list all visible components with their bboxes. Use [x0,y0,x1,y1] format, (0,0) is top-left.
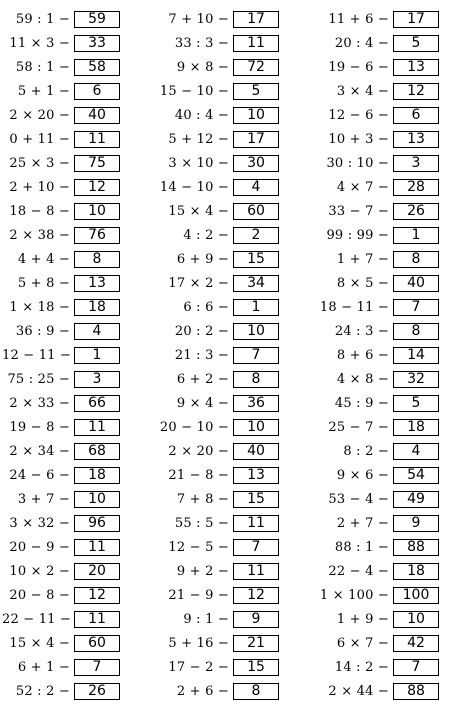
answer-box: 15 [233,251,279,268]
answer-box: 5 [393,35,439,52]
answer-box: 12 [74,179,120,196]
problem-expression: 20 : 4 − [334,35,389,51]
problem-row [303,103,439,127]
problem-expression: 21 − 9 − [168,587,229,603]
problem-expression: 17 × 2 − [168,275,229,291]
answer-box: 60 [74,635,120,652]
answer-box: 15 [233,659,279,676]
problem-row [2,655,120,679]
answer-box: 36 [233,395,279,412]
problem-expression: 22 − 11 − [2,611,72,627]
problem-row [303,199,439,223]
problem-expression: 3 × 32 − [9,515,70,531]
answer-box: 15 [233,491,279,508]
answer-box: 11 [74,611,120,628]
problem-row [303,175,439,199]
problem-expression: 2 + 6 − [176,683,229,699]
answer-box: 8 [393,251,439,268]
answer-box: 11 [233,35,279,52]
problem-row [2,31,120,55]
answer-box: 4 [74,323,120,340]
answer-box: 40 [74,107,120,124]
answer-box: 33 [74,35,120,52]
problem-expression: 99 : 99 − [326,227,389,243]
problem-expression: 59 : 1 − [15,11,70,27]
problem-expression: 6 + 2 − [176,371,229,387]
problem-expression: 2 × 20 − [168,443,229,459]
problem-row [303,439,439,463]
problem-row [303,127,439,151]
problem-expression: 9 : 1 − [183,611,229,627]
answer-box: 8 [393,323,439,340]
problem-row [145,247,279,271]
answer-box: 12 [393,83,439,100]
problem-row [145,367,279,391]
answer-box: 88 [393,539,439,556]
answer-box: 13 [74,275,120,292]
answer-box: 13 [393,59,439,76]
problem-row [145,439,279,463]
problem-expression: 9 + 2 − [176,563,229,579]
column-3 [303,7,439,703]
answer-box: 10 [233,419,279,436]
answer-box: 6 [74,83,120,100]
problem-row [303,655,439,679]
column-2 [145,7,279,703]
answer-box: 11 [74,419,120,436]
problem-expression: 1 + 7 − [336,251,389,267]
problem-row [2,103,120,127]
answer-box: 66 [74,395,120,412]
answer-box: 2 [233,227,279,244]
problem-expression: 11 × 3 − [9,35,70,51]
answer-box: 40 [393,275,439,292]
problem-expression: 5 + 16 − [168,635,229,651]
problem-expression: 2 × 20 − [9,107,70,123]
answer-box: 18 [74,467,120,484]
answer-box: 18 [393,563,439,580]
problem-expression: 36 : 9 − [15,323,70,339]
problem-expression: 8 + 6 − [336,347,389,363]
problem-row [145,7,279,31]
problem-expression: 17 − 2 − [168,659,229,675]
problem-expression: 20 : 2 − [174,323,229,339]
answer-box: 11 [233,563,279,580]
problem-expression: 88 : 1 − [334,539,389,555]
answer-box: 9 [393,515,439,532]
problem-row [2,223,120,247]
answer-box: 5 [233,83,279,100]
problem-expression: 1 + 9 − [336,611,389,627]
problem-expression: 20 − 9 − [9,539,70,555]
problem-expression: 15 × 4 − [168,203,229,219]
problem-expression: 14 − 10 − [159,179,229,195]
answer-box: 13 [393,131,439,148]
answer-box: 10 [393,611,439,628]
problem-expression: 4 + 4 − [17,251,70,267]
problem-row [2,367,120,391]
answer-box: 17 [393,11,439,28]
problem-row [145,511,279,535]
problem-row [2,319,120,343]
problem-expression: 4 × 8 − [336,371,389,387]
problem-row [2,271,120,295]
answer-box: 59 [74,11,120,28]
answer-box: 4 [233,179,279,196]
answer-box: 100 [393,587,439,604]
answer-box: 1 [393,227,439,244]
problem-expression: 10 + 3 − [328,131,389,147]
answer-box: 10 [233,107,279,124]
problem-expression: 6 × 7 − [336,635,389,651]
answer-box: 12 [74,587,120,604]
problem-row [145,199,279,223]
problem-expression: 22 − 4 − [328,563,389,579]
problem-expression: 2 + 7 − [336,515,389,531]
problem-row [145,343,279,367]
answer-box: 30 [233,155,279,172]
answer-box: 8 [233,371,279,388]
answer-box: 26 [74,683,120,700]
answer-box: 7 [233,539,279,556]
problem-row [2,463,120,487]
answer-box: 32 [393,371,439,388]
problem-row [145,175,279,199]
problem-expression: 18 − 11 − [319,299,389,315]
answer-box: 18 [393,419,439,436]
problem-row [2,151,120,175]
problem-expression: 9 × 4 − [176,395,229,411]
problem-row [2,631,120,655]
problem-expression: 58 : 1 − [15,59,70,75]
answer-box: 7 [393,299,439,316]
problem-expression: 2 × 38 − [9,227,70,243]
problem-expression: 19 − 6 − [328,59,389,75]
answer-box: 1 [233,299,279,316]
problem-row [303,631,439,655]
problem-expression: 3 × 4 − [336,83,389,99]
problem-expression: 33 − 7 − [328,203,389,219]
problem-row [2,295,120,319]
problem-expression: 33 : 3 − [174,35,229,51]
answer-box: 11 [233,515,279,532]
problem-row [303,463,439,487]
problem-row [2,535,120,559]
problem-row [145,535,279,559]
answer-box: 13 [233,467,279,484]
problem-expression: 1 × 18 − [9,299,70,315]
answer-box: 1 [74,347,120,364]
answer-box: 17 [233,131,279,148]
problem-row [2,55,120,79]
answer-box: 3 [74,371,120,388]
problem-expression: 24 : 3 − [334,323,389,339]
problem-row [303,247,439,271]
problem-expression: 9 × 8 − [176,59,229,75]
problem-expression: 21 : 3 − [174,347,229,363]
problem-expression: 7 + 8 − [176,491,229,507]
problem-expression: 19 − 8 − [9,419,70,435]
problem-row [2,247,120,271]
problem-row [145,151,279,175]
problem-expression: 45 : 9 − [334,395,389,411]
problem-row [2,439,120,463]
answer-box: 58 [74,59,120,76]
problem-expression: 20 − 10 − [159,419,229,435]
problem-expression: 6 : 6 − [183,299,229,315]
answer-box: 21 [233,635,279,652]
problem-row [303,487,439,511]
column-1 [2,7,120,703]
problem-expression: 30 : 10 − [326,155,389,171]
problem-expression: 15 − 10 − [159,83,229,99]
problem-expression: 2 × 44 − [328,683,389,699]
problem-row [2,583,120,607]
problem-expression: 21 − 8 − [168,467,229,483]
problem-expression: 1 × 100 − [319,587,389,603]
problem-expression: 2 + 10 − [9,179,70,195]
answer-box: 76 [74,227,120,244]
problem-row [145,463,279,487]
problem-expression: 5 + 12 − [168,131,229,147]
problem-expression: 8 : 2 − [343,443,389,459]
answer-box: 18 [74,299,120,316]
problem-expression: 2 × 34 − [9,443,70,459]
answer-box: 10 [74,203,120,220]
problem-expression: 11 + 6 − [328,11,389,27]
problem-row [145,223,279,247]
problem-expression: 5 + 8 − [17,275,70,291]
problem-row [303,559,439,583]
problem-row [303,295,439,319]
problem-row [2,7,120,31]
problem-row [145,679,279,703]
problem-expression: 12 − 11 − [2,347,72,363]
answer-box: 34 [233,275,279,292]
problem-row [145,127,279,151]
problem-expression: 25 × 3 − [9,155,70,171]
problem-expression: 8 × 5 − [336,275,389,291]
problem-row [303,391,439,415]
problem-row [145,391,279,415]
problem-row [145,655,279,679]
problem-row [145,319,279,343]
problem-row [2,559,120,583]
answer-box: 8 [233,683,279,700]
answer-box: 7 [233,347,279,364]
problem-row [145,103,279,127]
answer-box: 20 [74,563,120,580]
answer-box: 60 [233,203,279,220]
problem-expression: 18 − 8 − [9,203,70,219]
problem-expression: 24 − 6 − [9,467,70,483]
answer-box: 75 [74,155,120,172]
problem-row [145,295,279,319]
problem-row [2,199,120,223]
problem-expression: 12 − 5 − [168,539,229,555]
problem-row [303,679,439,703]
answer-box: 7 [393,659,439,676]
problem-expression: 7 + 10 − [168,11,229,27]
problem-expression: 14 : 2 − [334,659,389,675]
problem-expression: 20 − 8 − [9,587,70,603]
answer-box: 26 [393,203,439,220]
problem-row [303,7,439,31]
problem-expression: 75 : 25 − [7,371,70,387]
problem-row [2,487,120,511]
problem-expression: 0 + 11 − [9,131,70,147]
answer-box: 11 [74,131,120,148]
answer-box: 96 [74,515,120,532]
problem-expression: 25 − 7 − [328,419,389,435]
problem-row [145,31,279,55]
problem-row [2,679,120,703]
problem-row [303,367,439,391]
answer-box: 72 [233,59,279,76]
problem-row [303,319,439,343]
problem-expression: 6 + 1 − [17,659,70,675]
answer-box: 68 [74,443,120,460]
answer-box: 12 [233,587,279,604]
problem-expression: 9 × 6 − [336,467,389,483]
problem-expression: 5 + 1 − [17,83,70,99]
problem-expression: 12 − 6 − [328,107,389,123]
problem-row [2,607,120,631]
problem-row [303,535,439,559]
problem-row [303,607,439,631]
problem-expression: 3 × 10 − [168,155,229,171]
problem-row [145,631,279,655]
problem-row [2,175,120,199]
answer-box: 11 [74,539,120,556]
problem-expression: 10 × 2 − [9,563,70,579]
answer-box: 7 [74,659,120,676]
problem-expression: 15 × 4 − [9,635,70,651]
problem-row [2,415,120,439]
answer-box: 17 [233,11,279,28]
answer-box: 14 [393,347,439,364]
answer-box: 8 [74,251,120,268]
problem-row [2,79,120,103]
problem-row [145,607,279,631]
problem-row [145,583,279,607]
problem-row [303,151,439,175]
answer-box: 3 [393,155,439,172]
answer-box: 40 [233,443,279,460]
answer-box: 6 [393,107,439,124]
problem-expression: 40 : 4 − [174,107,229,123]
problem-row [303,343,439,367]
answer-box: 10 [74,491,120,508]
problem-expression: 2 × 33 − [9,395,70,411]
problem-row [145,271,279,295]
problem-row [303,55,439,79]
problem-row [303,511,439,535]
problem-row [303,415,439,439]
problem-expression: 53 − 4 − [328,491,389,507]
problem-expression: 52 : 2 − [15,683,70,699]
problem-expression: 3 + 7 − [17,491,70,507]
answer-box: 42 [393,635,439,652]
problem-expression: 55 : 5 − [174,515,229,531]
answer-box: 54 [393,467,439,484]
problem-row [303,583,439,607]
problem-expression: 4 × 7 − [336,179,389,195]
problem-row [303,271,439,295]
problem-row [145,415,279,439]
answer-box: 28 [393,179,439,196]
answer-box: 49 [393,491,439,508]
problem-expression: 4 : 2 − [183,227,229,243]
answer-box: 10 [233,323,279,340]
problem-row [145,487,279,511]
problem-expression: 6 + 9 − [176,251,229,267]
problem-row [145,55,279,79]
problem-row [145,79,279,103]
answer-box: 4 [393,443,439,460]
answer-box: 9 [233,611,279,628]
problem-row [303,31,439,55]
problem-row [2,343,120,367]
problem-row [2,511,120,535]
problem-row [303,79,439,103]
answer-box: 5 [393,395,439,412]
problem-row [2,391,120,415]
answer-box: 88 [393,683,439,700]
problem-row [145,559,279,583]
problem-row [2,127,120,151]
problem-row [303,223,439,247]
